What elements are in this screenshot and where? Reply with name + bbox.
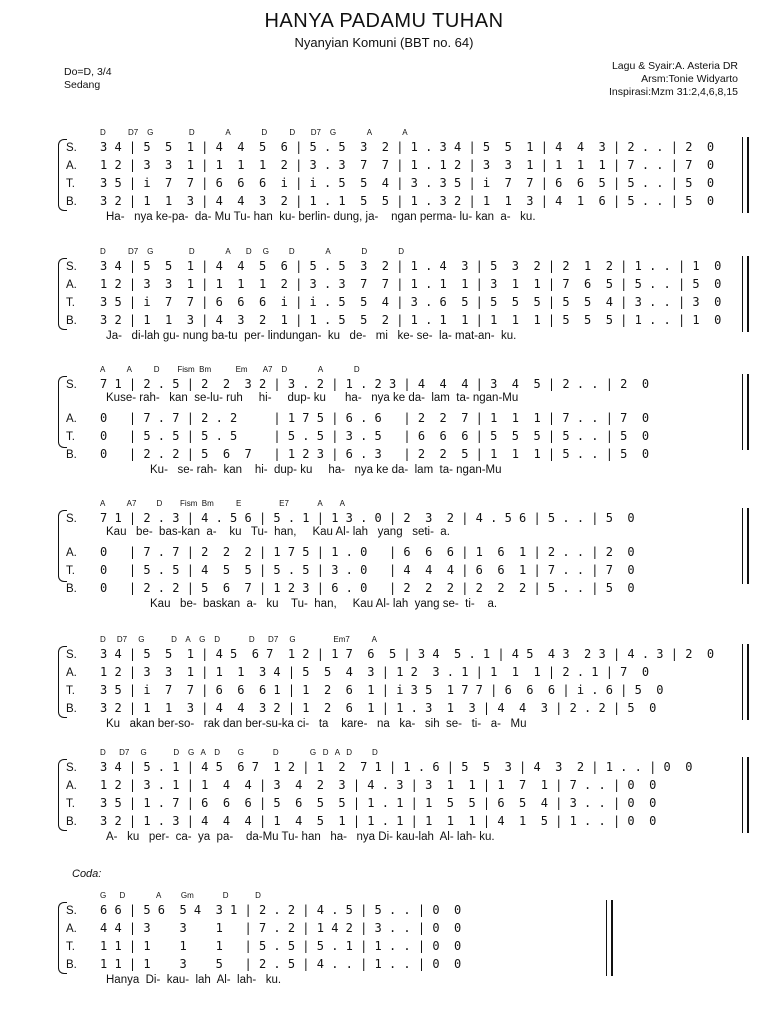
voice-row-a <box>66 544 746 560</box>
credit-inspiration: Inspirasi:Mzm 31:2,4,6,8,15 <box>609 86 738 98</box>
score-system <box>0 745 768 855</box>
voice-row-t <box>66 682 746 698</box>
voice-notes: 1 2 | 3 . 1 | 1 4 4 | 3 4 2 3 | 4 . 3 | 3 1 1 | 1 7 1 | 7 . . | 0 0 <box>100 778 657 792</box>
voice-notes: 0 | 2 . 2 | 5 6 7 | 1 2 3 | 6 . 3 | 2 2 5 | 1 1 1 | 5 . . | 5 0 <box>100 447 650 461</box>
voice-notes: 3 4 | 5 5 1 | 4 4 5 6 | 5 . 5 3 2 | 1 . 4 3 | 5 3 2 | 2 1 2 | 1 . . | 1 0 <box>100 259 722 273</box>
voice-row-b <box>66 580 746 596</box>
voice-label: S. <box>66 905 77 917</box>
lyric-line: Ku akan ber-so- rak dan ber-su-ka ci- ta kare- na ka- sih se- ti- a- Mu <box>106 718 527 730</box>
voice-label: T. <box>66 178 75 190</box>
voice-notes: 0 | 5 . 5 | 5 . 5 | 5 . 5 | 3 . 5 | 6 6 6 | 5 5 5 | 5 . . | 5 0 <box>100 429 650 443</box>
key-tempo-block <box>64 66 112 92</box>
voice-row-t <box>66 428 746 444</box>
chord-symbols: A A D Fism Bm Em A7 D A D <box>100 365 360 374</box>
voice-label: A. <box>66 923 77 935</box>
chord-symbols: G D A Gm D D <box>100 891 261 900</box>
voice-notes: 4 4 | 3 3 1 | 7 . 2 | 1 4 2 | 3 . . | 0 0 <box>100 921 462 935</box>
voice-notes: 1 2 | 3 3 1 | 1 1 1 2 | 3 . 3 7 7 | 1 . 1 1 | 3 1 1 | 7 6 5 | 5 . . | 5 0 <box>100 277 722 291</box>
voice-label: S. <box>66 649 77 661</box>
voice-row-b <box>66 956 746 972</box>
score-system <box>0 125 768 235</box>
voice-label: B. <box>66 449 77 461</box>
voice-label: A. <box>66 667 77 679</box>
voice-notes: 3 5 | i 7 7 | 6 6 6 i | i . 5 5 4 | 3 . 6 5 | 5 5 5 | 5 5 4 | 3 . . | 3 0 <box>100 295 722 309</box>
voice-row-t <box>66 795 746 811</box>
score-system <box>0 496 768 610</box>
coda-label: Coda: <box>72 868 102 880</box>
lyric-line: Hanya Di- kau- lah Al- lah- ku. <box>106 974 282 986</box>
chord-symbols: D D7 G D A D D D7 G A A <box>100 128 408 137</box>
voice-notes: 3 2 | 1 1 3 | 4 4 3 2 | 1 . 1 5 5 | 1 . 3 2 | 1 1 3 | 4 1 6 | 5 . . | 5 0 <box>100 194 715 208</box>
chord-symbols: D D7 G D A G D D D7 G Em7 A <box>100 635 377 644</box>
voice-label: T. <box>66 431 75 443</box>
voice-label: T. <box>66 941 75 953</box>
voice-notes: 7 1 | 2 . 3 | 4 . 5 6 | 5 . 1 | 1 3 . 0 | 2 3 2 | 4 . 5 6 | 5 . . | 5 0 <box>100 511 635 525</box>
voice-notes: 3 4 | 5 . 1 | 4 5 6 7 1 2 | 1 2 7 1 | 1 . 6 | 5 5 3 | 4 3 2 | 1 . . | 0 0 <box>100 760 693 774</box>
lyric-line: Ha- nya ke-pa- da- Mu Tu- han ku- berlin- dung, ja- ngan perma- lu- kan a- ku. <box>106 211 536 223</box>
voice-notes: 1 1 | 1 3 5 | 2 . 5 | 4 . . | 1 . . | 0 0 <box>100 957 462 971</box>
voice-row-s <box>66 902 746 918</box>
voice-row-a <box>66 664 746 680</box>
voice-row-s <box>66 759 746 775</box>
voice-notes: 3 5 | i 7 7 | 6 6 6 1 | 1 2 6 1 | i 3 5 1 7 7 | 6 6 6 | i . 6 | 5 0 <box>100 683 664 697</box>
voice-row-b <box>66 813 746 829</box>
end-barline <box>742 644 749 720</box>
credit-composer: Lagu & Syair:A. Asteria DR <box>611 60 738 72</box>
voice-notes: 3 5 | i 7 7 | 6 6 6 i | i . 5 5 4 | 3 . 3 5 | i 7 7 | 6 6 5 | 5 . . | 5 0 <box>100 176 715 190</box>
end-barline <box>606 900 613 976</box>
chord-symbols: A A7 D Fism Bm E E7 A A <box>100 499 345 508</box>
lyric-line-soprano: Kau be- bas-kan a- ku Tu- han, Kau Al- lah yang seti- a. <box>106 526 450 538</box>
voice-label: T. <box>66 297 75 309</box>
voice-notes: 3 2 | 1 1 3 | 4 4 3 2 | 1 2 6 1 | 1 . 3 1 3 | 4 4 3 | 2 . 2 | 5 0 <box>100 701 657 715</box>
voice-label: S. <box>66 513 77 525</box>
page-subtitle: Nyanyian Komuni (BBT no. 64) <box>294 35 474 50</box>
voice-label: T. <box>66 798 75 810</box>
voice-notes: 1 1 | 1 1 1 | 5 . 5 | 5 . 1 | 1 . . | 0 0 <box>100 939 462 953</box>
voice-notes: 3 2 | 1 1 3 | 4 3 2 1 | 1 . 5 5 2 | 1 . 1 1 | 1 1 1 | 5 5 5 | 1 . . | 1 0 <box>100 313 722 327</box>
voice-row-t <box>66 562 746 578</box>
voice-label: A. <box>66 160 77 172</box>
voice-notes: 7 1 | 2 . 5 | 2 2 3 2 | 3 . 2 | 1 . 2 3 | 4 4 4 | 3 4 5 | 2 . . | 2 0 <box>100 377 650 391</box>
voice-label: T. <box>66 565 75 577</box>
voice-notes: 1 2 | 3 3 1 | 1 1 1 2 | 3 . 3 7 7 | 1 . 1 2 | 3 3 1 | 1 1 1 | 7 . . | 7 0 <box>100 158 715 172</box>
voice-row-t <box>66 294 746 310</box>
score-system <box>0 362 768 476</box>
voice-row-t <box>66 938 746 954</box>
lyric-line: Ja- di-lah gu- nung ba-tu per- lindungan- ku de- mi ke- se- la- mat-an- ku. <box>106 330 517 342</box>
voice-notes: 6 6 | 5 6 5 4 3 1 | 2 . 2 | 4 . 5 | 5 . . | 0 0 <box>100 903 462 917</box>
voice-row-b <box>66 700 746 716</box>
voice-label: B. <box>66 703 77 715</box>
voice-label: B. <box>66 959 77 971</box>
voice-label: B. <box>66 315 77 327</box>
voice-notes: 0 | 7 . 7 | 2 . 2 | 1 7 5 | 6 . 6 | 2 2 7 | 1 1 1 | 7 . . | 7 0 <box>100 411 650 425</box>
end-barline <box>742 137 749 213</box>
voice-row-b <box>66 312 746 328</box>
end-barline <box>742 374 749 450</box>
score-system <box>0 244 768 354</box>
voice-label: B. <box>66 816 77 828</box>
voice-row-a <box>66 777 746 793</box>
voice-label: A. <box>66 413 77 425</box>
score-system <box>0 868 768 998</box>
voice-label: A. <box>66 780 77 792</box>
chord-symbols: D D7 G D A D G D A D D <box>100 247 405 256</box>
voice-label: S. <box>66 261 77 273</box>
end-barline <box>742 757 749 833</box>
credits-block <box>609 60 738 99</box>
lyric-line: A- ku per- ca- ya pa- da-Mu Tu- han ha- nya Di- kau-lah Al- lah- ku. <box>106 831 495 843</box>
voice-row-s <box>66 139 746 155</box>
lyric-line: Kau be- baskan a- ku Tu- han, Kau Al- lah yang se- ti- a. <box>150 598 498 610</box>
voice-label: S. <box>66 142 77 154</box>
voice-row-s <box>66 258 746 274</box>
key-signature: Do=D, 3/4 <box>64 66 112 78</box>
voice-row-a <box>66 410 746 426</box>
voice-notes: 3 5 | 1 . 7 | 6 6 6 | 5 6 5 5 | 1 . 1 | 1 5 5 | 6 5 4 | 3 . . | 0 0 <box>100 796 657 810</box>
voice-notes: 1 2 | 3 3 1 | 1 1 3 4 | 5 5 4 3 | 1 2 3 . 1 | 1 1 1 | 2 . 1 | 7 0 <box>100 665 650 679</box>
voice-label: S. <box>66 762 77 774</box>
lyric-line-soprano: Kuse- rah- kan se-lu- ruh hi- dup- ku ha- nya ke da- lam ta- ngan-Mu <box>106 392 519 404</box>
voice-label: T. <box>66 685 75 697</box>
page-title: HANYA PADAMU TUHAN <box>264 10 504 32</box>
voice-row-a <box>66 157 746 173</box>
tempo-marking: Sedang <box>64 79 101 91</box>
voice-row-a <box>66 276 746 292</box>
voice-notes: 0 | 7 . 7 | 2 2 2 | 1 7 5 | 1 . 0 | 6 6 6 | 1 6 1 | 2 . . | 2 0 <box>100 545 635 559</box>
voice-label: A. <box>66 279 77 291</box>
chord-symbols: D D7 G D G A D G D G D A D D <box>100 748 378 757</box>
voice-row-s <box>66 646 746 662</box>
voice-notes: 3 2 | 1 . 3 | 4 4 4 | 1 4 5 1 | 1 . 1 | 1 1 1 | 4 1 5 | 1 . . | 0 0 <box>100 814 657 828</box>
score-system <box>0 632 768 742</box>
voice-row-b <box>66 193 746 209</box>
voice-row-t <box>66 175 746 191</box>
voice-notes: 3 4 | 5 5 1 | 4 4 5 6 | 5 . 5 3 2 | 1 . 3 4 | 5 5 1 | 4 4 3 | 2 . . | 2 0 <box>100 140 715 154</box>
voice-label: S. <box>66 379 77 391</box>
voice-row-s <box>66 510 746 526</box>
voice-row-b <box>66 446 746 462</box>
voice-row-s <box>66 376 746 392</box>
voice-notes: 3 4 | 5 5 1 | 4 5 6 7 1 2 | 1 7 6 5 | 3 4 5 . 1 | 4 5 4 3 2 3 | 4 . 3 | 2 0 <box>100 647 715 661</box>
voice-label: B. <box>66 196 77 208</box>
lyric-line: Ku- se- rah- kan hi- dup- ku ha- nya ke da- lam ta- ngan-Mu <box>150 464 502 476</box>
end-barline <box>742 508 749 584</box>
voice-label: A. <box>66 547 77 559</box>
voice-notes: 0 | 5 . 5 | 4 5 5 | 5 . 5 | 3 . 0 | 4 4 4 | 6 6 1 | 7 . . | 7 0 <box>100 563 635 577</box>
end-barline <box>742 256 749 332</box>
credit-arranger: Arsm:Tonie Widyarto <box>641 73 738 85</box>
voice-notes: 0 | 2 . 2 | 5 6 7 | 1 2 3 | 6 . 0 | 2 2 2 | 2 2 2 | 5 . . | 5 0 <box>100 581 635 595</box>
voice-label: B. <box>66 583 77 595</box>
voice-row-a <box>66 920 746 936</box>
